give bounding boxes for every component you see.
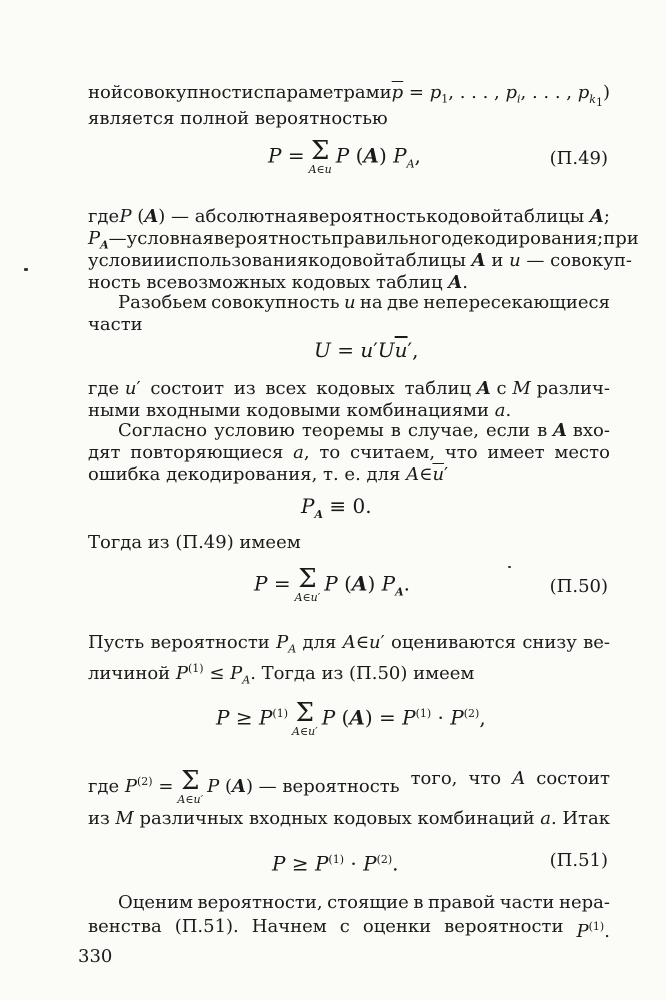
page-number: 330 bbox=[78, 946, 113, 967]
text-line-16: личиной $P^{(1)} \le P_A$. Тогда из (П.50) имеем bbox=[88, 662, 475, 687]
equation-number-p50: (П.50) bbox=[549, 576, 608, 597]
equation-pa-zero: $P_A \equiv 0$. bbox=[301, 494, 372, 521]
text-line-8: части bbox=[88, 314, 143, 335]
equation-inequality: $P \ge P^{(1)}$ Σ A∈u′ P $(A) = P^{(1)} \cdot P^{(2)}$, bbox=[216, 698, 486, 738]
text-line-6: ность всевозможных кодовых таблиц A. bbox=[88, 272, 468, 293]
equation-p49: P = Σ A∈u P (A) $P_A$, bbox=[268, 136, 421, 176]
text-line-9: где u′ состоит из всех кодовых таблиц A с M различ- bbox=[88, 378, 610, 399]
text-line-17: где $P^{(2)}$ = Σ A∈u′ P (A) — вероятность того, что A состоит bbox=[88, 766, 610, 806]
text-line-10: ными входными кодовыми комбинациями a. bbox=[88, 400, 512, 421]
text-line-2: является полной вероятностью bbox=[88, 108, 388, 129]
text-line-18: из M различных входных кодовых комбинаций a. Итак bbox=[88, 808, 610, 829]
text-line-5: условии использования кодовой таблицы A и u — совокуп- bbox=[88, 250, 632, 271]
print-speck bbox=[24, 268, 28, 271]
text-line-14: Тогда из (П.49) имеем bbox=[88, 532, 301, 553]
equation-number-p49: (П.49) bbox=[549, 148, 608, 169]
text-line-7: Разобьем совокупность u на две непересекающиеся bbox=[118, 292, 610, 313]
text-line-15: Пусть вероятности $P_A$ для A∈u′ оцениваются снизу ве- bbox=[88, 632, 610, 656]
equation-number-p51: (П.51) bbox=[549, 850, 608, 871]
equation-p50: P = Σ A∈u′ P (A) $P_A$. bbox=[254, 564, 410, 604]
equation-p51: $P \ge P^{(1)} \cdot P^{(2)}$. bbox=[272, 851, 399, 876]
text-line-4: $P_A—условная$ вероятность правильного декодирования; при bbox=[88, 228, 639, 252]
text-line-11: Согласно условию теоремы в случае, если в A вхо- bbox=[118, 420, 610, 441]
text-line-1: ной совокупности с параметрами $\overline{p} = p_1$, . . . , $p_i$, . . . , $p_{k_1}$) bbox=[88, 82, 610, 109]
text-line-3: где P (A) — абсолютная вероятность кодовой таблицы A; bbox=[88, 206, 610, 227]
equation-split: $U = u'U\overline{u}'$, bbox=[314, 338, 419, 362]
text-line-20: венства (П.51). Начнем с оценки вероятности $P^{(1)}$. bbox=[88, 916, 610, 942]
text-line-19: Оценим вероятности, стоящие в правой части нера- bbox=[118, 892, 610, 913]
text-line-13: ошибка декодирования, т. е. для $A\in\overline{u}'$ bbox=[88, 464, 449, 485]
text-line-12: дят повторяющиеся a, то считаем, что имеет место bbox=[88, 442, 610, 463]
print-speck bbox=[508, 566, 511, 568]
